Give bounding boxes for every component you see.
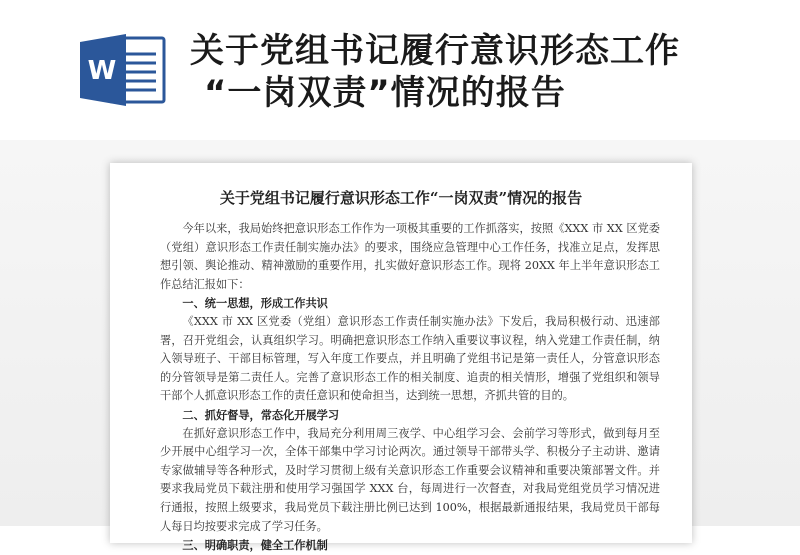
document-title: 关于党组书记履行意识形态工作“一岗双责”情况的报告 bbox=[219, 189, 583, 207]
banner-title bbox=[190, 30, 790, 114]
banner-title-line1: 关于党组书记履行意识形态工作 bbox=[190, 31, 680, 71]
word-icon-letter: W bbox=[87, 56, 117, 86]
word-document-icon bbox=[76, 34, 168, 106]
document-body bbox=[160, 220, 660, 555]
section-heading-1: 一、统一思想，形成工作共识 bbox=[182, 296, 328, 311]
paragraph-intro: 今年以来，我局始终把意识形态工作作为一项极其重要的工作抓落实，按照《XXX 市 XX 区党委（党组）意识形态工作责任制实施办法》的要求，围绕应急管理中心工作任务，找准立足点，发挥思想引领、舆论推动、精神激励的重要作用，扎实做好意识形态工作。现将 20XX 年上半年意识形态工作总结汇报如下： bbox=[160, 222, 660, 291]
banner-title-line2: “一岗双责”情况的报告 bbox=[204, 73, 566, 113]
paragraph-section-1: 《XXX 市 XX 区党委（党组）意识形态工作责任制实施办法》下发后，我局积极行动、迅速部署，召开党组会，认真组织学习。明确把意识形态工作纳入重要议事议程，纳入党建工作责任制，纳入领导班子、干部目标管理，写入年度工作要点，并且明确了党组书记是第一责任人，分管意识形态的分管领导是第二责任人。完善了意识形态工作的相关制度、追责的相关情形，增强了党组织和领导干部个人抓意识形态工作的责任意识和使命担当，达到统一思想，齐抓共管的目的。 bbox=[160, 314, 660, 403]
paragraph-section-2: 在抓好意识形态工作中，我局充分利用周三夜学、中心组学习会、会前学习等形式，做到每月至少开展中心组学习一次，全体干部集中学习讨论两次。通过领导干部带头学、积极分子主动讲、邀请专家做辅导等各种形式，及时学习贯彻上级有关意识形态工作重要会议精神和重要决策部署文件。并要求我局党员下载注册和使用学习强国学 XXX 台，每周进行一次督查，对我局党组党员学习情况进行通报，按照上级要求，我局党员下载注册比例已达到 100%，根据最新通报结果，我局党员干部每人每日均按要求完成了学习任务。 bbox=[160, 426, 660, 533]
document-page bbox=[110, 163, 692, 553]
banner bbox=[0, 0, 800, 140]
section-heading-2: 二、抓好督导，常态化开展学习 bbox=[182, 407, 340, 422]
section-heading-3: 三、明确职责，健全工作机制 bbox=[182, 538, 328, 553]
